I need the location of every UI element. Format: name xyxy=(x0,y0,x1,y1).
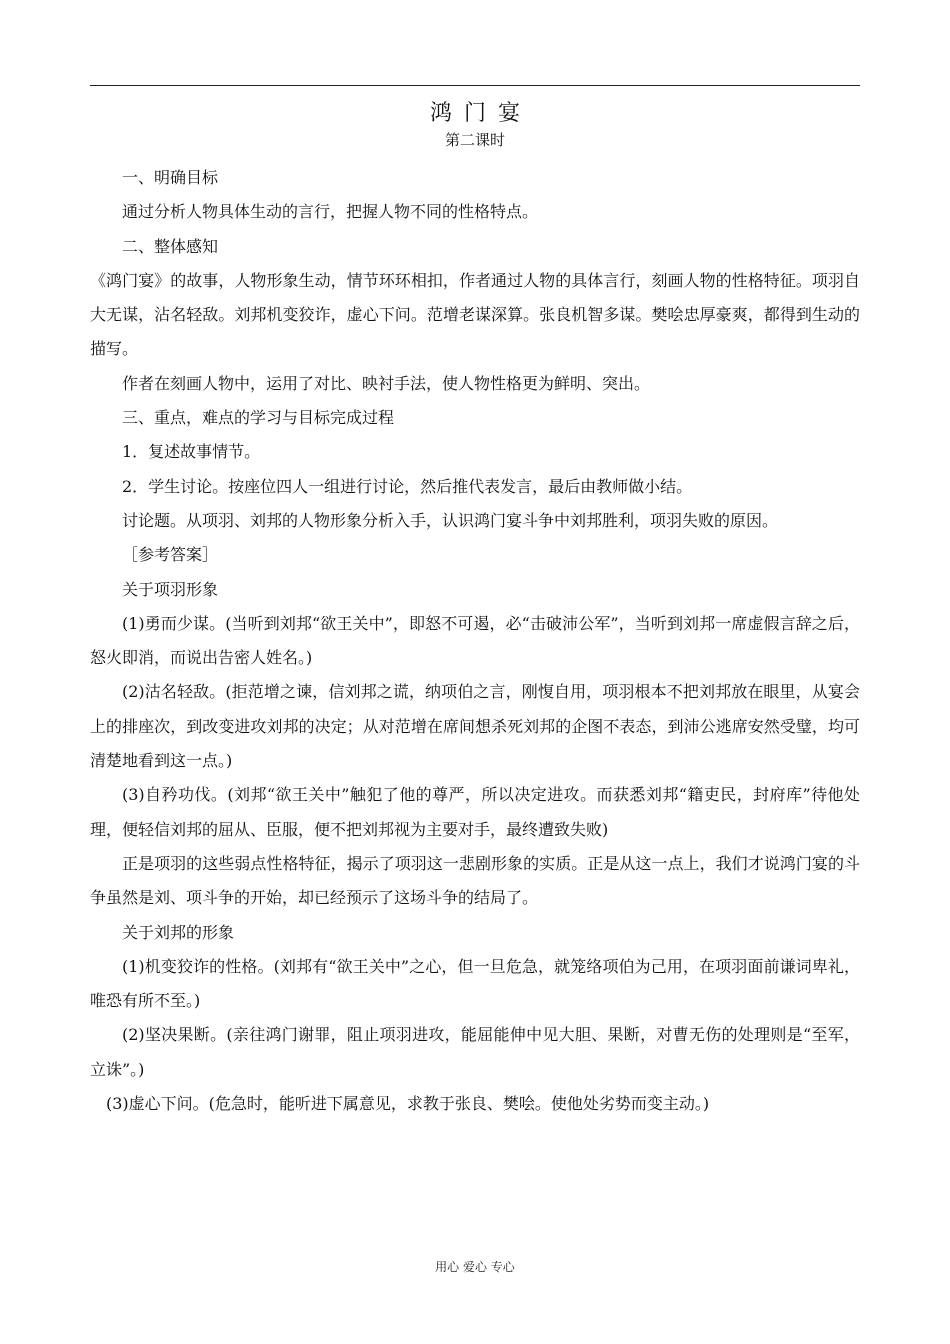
page-footer: 用心 爱心 专心 xyxy=(435,1260,515,1274)
header-rule xyxy=(90,85,860,86)
reference-answer-label: ［参考答案］ xyxy=(122,545,219,565)
xiangyu-trait-2: (2)沽名轻敌。(拒范增之谏，信刘邦之谎，纳项伯之言，刚愎自用，项羽根本不把刘邦放在眼里，从宴会上的排座次，到改变进攻刘邦的决定；从对范增在席间想杀死刘邦的企图不表态，到沛公逃席安然受璧，均可清楚地看到这一点。) xyxy=(90,682,860,771)
paragraph-goals: 通过分析人物具体生动的言行，把握人物不同的性格特点。 xyxy=(122,202,539,222)
xiangyu-summary: 正是项羽的这些弱点性格特征，揭示了项羽这一悲剧形象的实质。正是从这一点上，我们才说鸿门宴的斗争虽然是刘、项斗争的开始，却已经预示了这场斗争的结局了。 xyxy=(90,853,860,908)
paragraph-technique: 作者在刻画人物中，运用了对比、映衬手法，使人物性格更为鲜明、突出。 xyxy=(122,373,651,393)
xiangyu-trait-1: (1)勇而少谋。(当听到刘邦“欲王关中”，即怒不可遏，必“击破沛公军”，当听到刘邦一席虚假言辞之后，怒火即消，而说出告密人姓名。) xyxy=(90,613,860,668)
xiangyu-trait-3: (3)自矜功伐。(刘邦“欲王关中”触犯了他的尊严，所以决定进攻。而获悉刘邦“籍吏民，封府库”待他处理，便轻信刘邦的屈从、臣服，便不把刘邦视为主要对手，最终遭致失败) xyxy=(90,785,860,839)
step-discussion: 2．学生讨论。按座位四人一组进行讨论，然后推代表发言，最后由教师做小结。 xyxy=(122,476,693,496)
liubang-trait-1: (1)机变狡诈的性格。(刘邦有“欲王关中”之心，但一旦危急，就笼络项伯为己用，在项羽面前谦词卑礼，唯恐有所不至。) xyxy=(90,956,860,1011)
xiangyu-heading: 关于项羽形象 xyxy=(122,579,219,599)
liubang-trait-3: (3)虚心下问。(危急时，能听进下属意见，求教于张良、樊哙。使他处劣势而变主动。) xyxy=(106,1094,710,1114)
page-title: 鸿门宴 xyxy=(429,101,532,126)
page-subtitle: 第二课时 xyxy=(444,131,505,149)
liubang-heading: 关于刘邦的形象 xyxy=(122,922,235,942)
section-heading-overview: 二、整体感知 xyxy=(122,236,219,256)
section-heading-goals: 一、明确目标 xyxy=(122,168,219,187)
document-body xyxy=(90,161,860,1121)
paragraph-overview: 《鸿门宴》的故事，人物形象生动，情节环环相扣，作者通过人物的具体言行，刻画人物的性格特征。项羽自大无谋，沾名轻敌。刘邦机变狡诈，虚心下问。范增老谋深算。张良机智多谋。樊哙忠厚豪爽，都得到生动的描写。 xyxy=(90,270,860,359)
discussion-question: 讨论题。从项羽、刘邦的人物形象分析入手，认识鸿门宴斗争中刘邦胜利，项羽失败的原因。 xyxy=(122,510,779,530)
section-heading-process: 三、重点，难点的学习与目标完成过程 xyxy=(122,408,395,428)
step-retell: 1．复述故事情节。 xyxy=(122,442,261,462)
liubang-trait-2: (2)坚决果断。(亲往鸿门谢罪，阻止项羽进攻，能屈能伸中见大胆、果断，对曹无伤的处理则是“至军，立诛”。) xyxy=(90,1025,860,1079)
